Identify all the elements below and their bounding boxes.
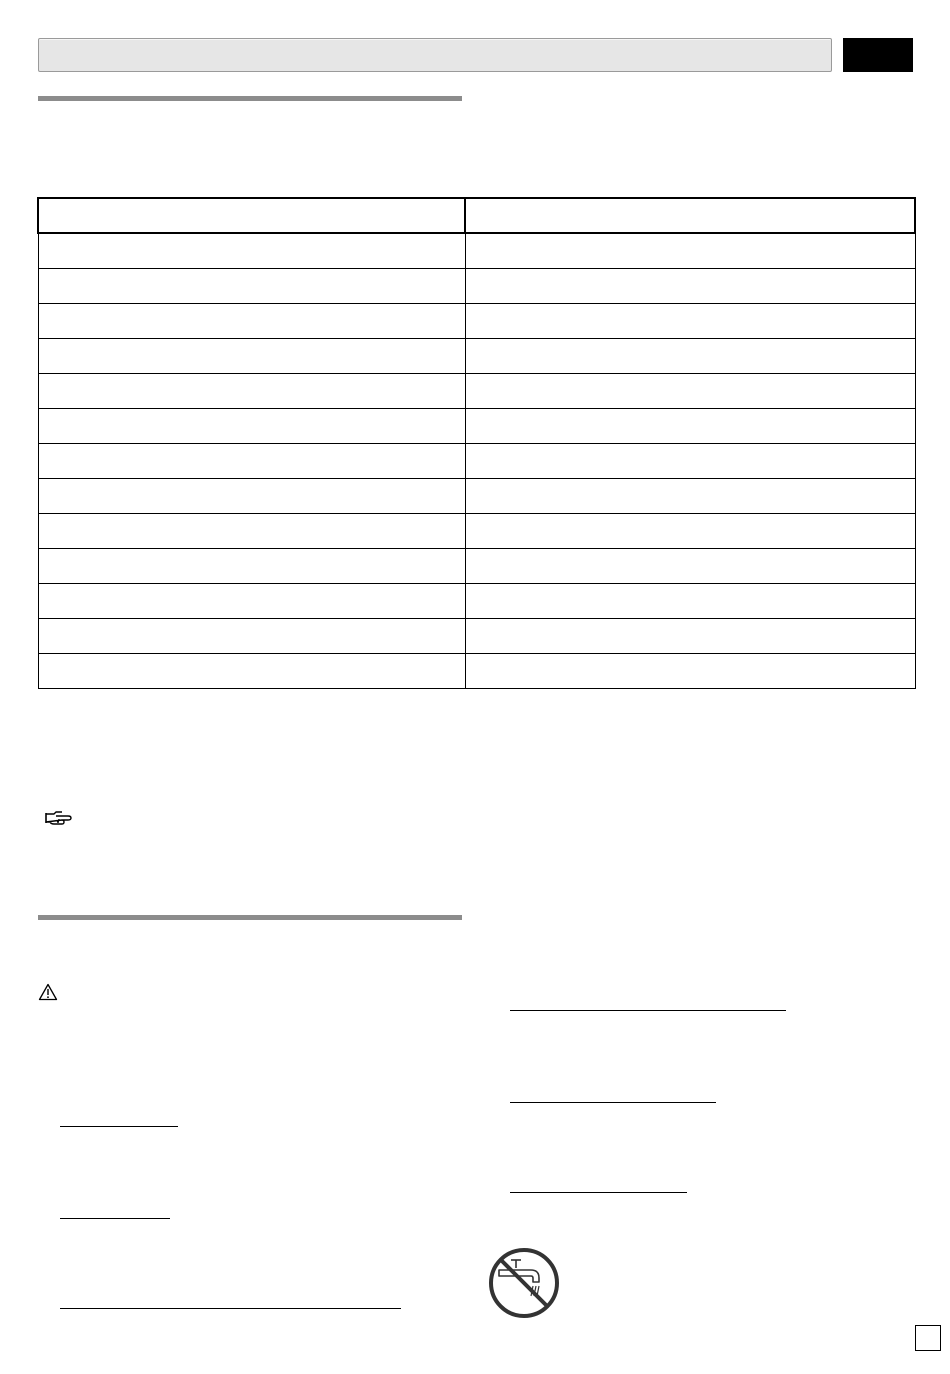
table-row — [38, 444, 915, 479]
table-cell — [38, 409, 465, 444]
table-cell — [465, 619, 915, 654]
table-cell — [38, 339, 465, 374]
table-cell — [38, 444, 465, 479]
table-cell — [465, 269, 915, 304]
table-header-cell — [38, 198, 465, 233]
table-row — [38, 339, 915, 374]
table-cell — [38, 514, 465, 549]
table-cell — [38, 584, 465, 619]
table-row — [38, 514, 915, 549]
table-row — [38, 654, 915, 689]
table-row — [38, 479, 915, 514]
subheading-underline — [60, 1308, 401, 1309]
subheading-underline — [60, 1126, 178, 1127]
table-cell — [38, 654, 465, 689]
table-cell — [38, 549, 465, 584]
page-number-box — [915, 1325, 941, 1351]
subheading-underline — [60, 1218, 170, 1219]
table-row — [38, 584, 915, 619]
section-rule-bottom — [38, 915, 462, 920]
table-cell — [465, 304, 915, 339]
table-row — [38, 269, 915, 304]
table-cell — [465, 374, 915, 409]
table-row — [38, 374, 915, 409]
table-cell — [38, 619, 465, 654]
table-row — [38, 549, 915, 584]
table-cell — [38, 479, 465, 514]
subheading-underline — [510, 1010, 786, 1011]
table-cell — [38, 374, 465, 409]
table-row — [38, 304, 915, 339]
table-row — [38, 619, 915, 654]
spec-table — [37, 197, 916, 689]
table-cell — [38, 269, 465, 304]
header-language-tab — [843, 38, 913, 72]
section-rule-top — [38, 96, 462, 101]
table-cell — [465, 444, 915, 479]
table-cell — [465, 409, 915, 444]
table-cell — [38, 304, 465, 339]
table-cell — [465, 549, 915, 584]
table-header-row — [38, 198, 915, 233]
no-tap-water-icon — [487, 1246, 561, 1325]
table-cell — [465, 233, 915, 269]
subheading-underline — [510, 1192, 687, 1193]
table-row — [38, 409, 915, 444]
table-cell — [465, 514, 915, 549]
subheading-underline — [510, 1102, 716, 1103]
table-cell — [465, 654, 915, 689]
table-cell — [465, 584, 915, 619]
header-band — [38, 38, 832, 72]
table-header-cell — [465, 198, 915, 233]
table-cell — [465, 479, 915, 514]
table-cell — [465, 339, 915, 374]
warning-triangle-icon — [38, 983, 58, 1006]
pointing-hand-icon — [44, 809, 74, 832]
table-cell — [38, 233, 465, 269]
table-row — [38, 233, 915, 269]
